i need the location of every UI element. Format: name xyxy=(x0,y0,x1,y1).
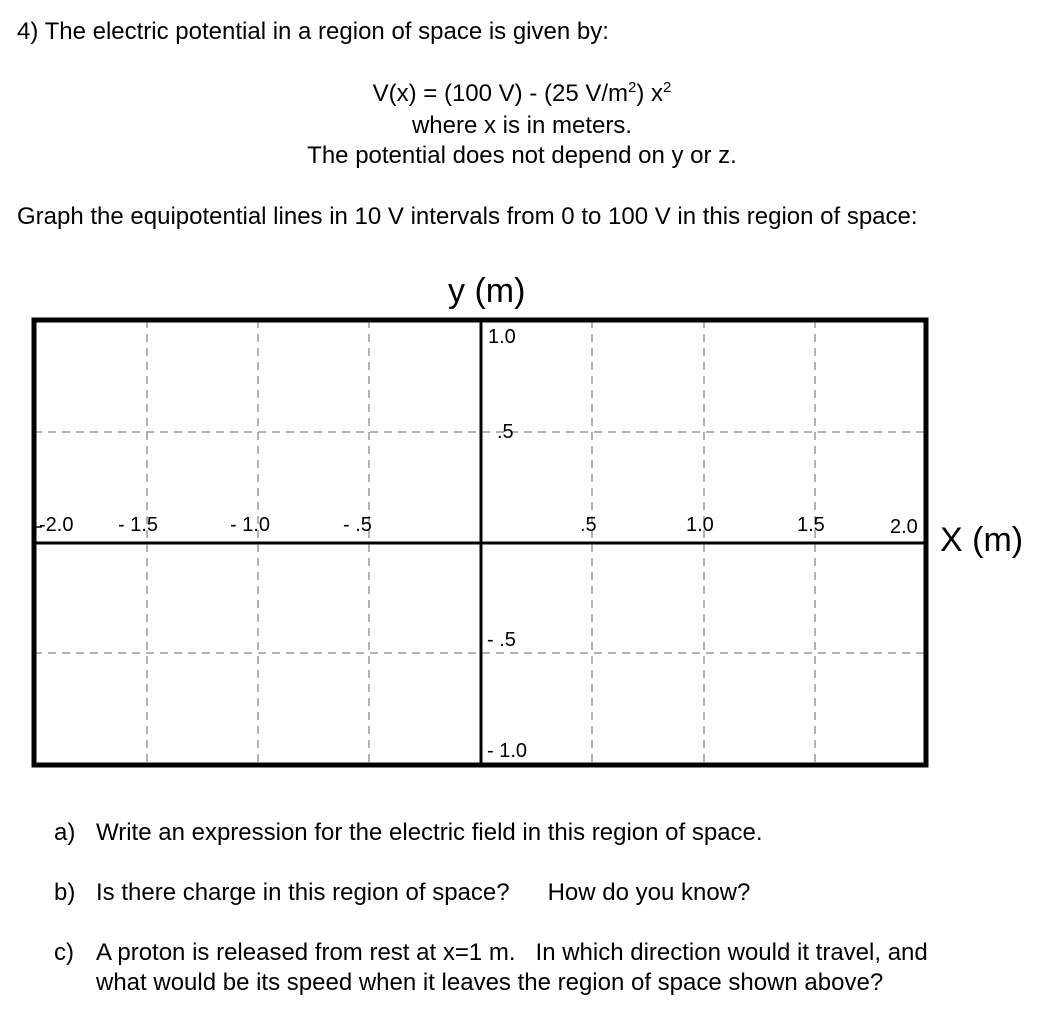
question-title: 4) The electric potential in a region of space is given by: xyxy=(17,18,609,45)
part-c-text-2: In which direction would it travel, and xyxy=(535,939,928,966)
part-c-text-1: A proton is released from rest at x=1 m. xyxy=(96,939,516,966)
x-tick-label: -2.0 xyxy=(39,514,74,536)
graph-instruction: Graph the equipotential lines in 10 V intervals from 0 to 100 V in this region of space: xyxy=(17,203,918,230)
equation-rest: ) x xyxy=(636,80,664,107)
equation-main: V(x) = (100 V) - (25 V/m xyxy=(372,80,629,107)
part-a xyxy=(54,819,763,847)
equation-exponent-1: 2 xyxy=(628,79,637,96)
x-tick-label: - 1.5 xyxy=(118,514,159,536)
part-a-text: Write an expression for the electric field in this region of space. xyxy=(96,819,763,846)
x-axis-label: X (m) xyxy=(940,521,1024,559)
no-dependence-line: The potential does not depend on y or z. xyxy=(307,142,737,169)
y-tick-label: - .5 xyxy=(487,629,516,651)
part-c xyxy=(54,939,928,967)
x-tick-label: - 1.0 xyxy=(230,514,271,536)
part-c-text-3: what would be its speed when it leaves the region of space shown above? xyxy=(96,969,884,996)
equation-exponent-2: 2 xyxy=(663,79,672,96)
part-b xyxy=(54,879,750,907)
x-tick-label: 1.5 xyxy=(797,514,825,536)
x-tick-label: 2.0 xyxy=(890,516,918,538)
part-b-text-1: Is there charge in this region of space? xyxy=(96,879,510,906)
x-tick-label: 1.0 xyxy=(686,514,714,536)
y-tick-label: .5 xyxy=(497,421,514,443)
y-axis-label: y (m) xyxy=(448,272,526,310)
part-b-text-2: How do you know? xyxy=(547,879,751,906)
x-tick-label: .5 xyxy=(580,514,597,536)
part-a-label: a) xyxy=(54,819,76,846)
x-tick-label: - .5 xyxy=(343,514,372,536)
where-line: where x is in meters. xyxy=(411,112,633,139)
y-tick-label: 1.0 xyxy=(488,326,516,348)
y-tick-label: - 1.0 xyxy=(487,740,528,762)
part-b-label: b) xyxy=(54,879,76,906)
part-c-label: c) xyxy=(54,939,74,966)
